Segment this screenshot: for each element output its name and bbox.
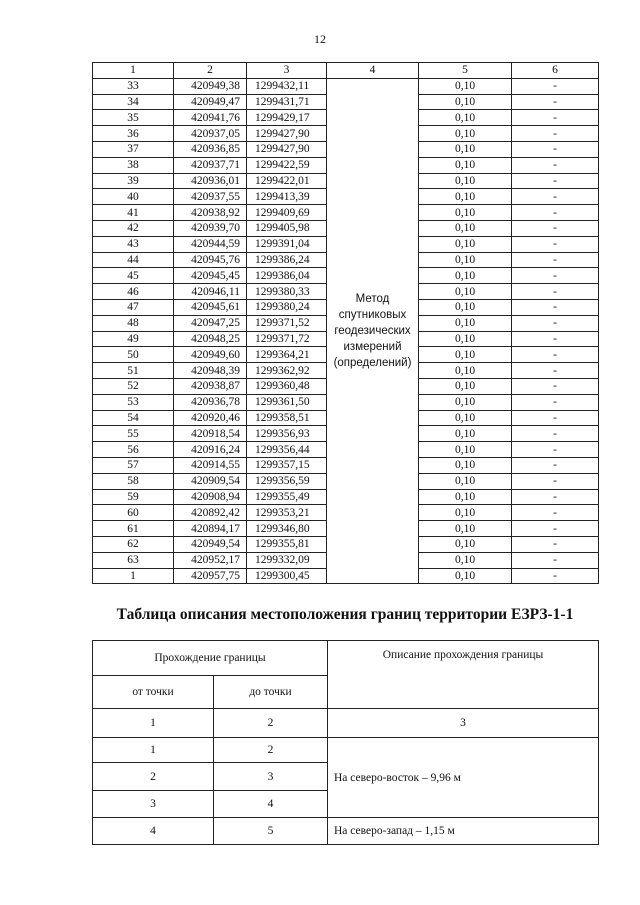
coordinate-y: 1299300,45 (247, 568, 327, 584)
from-point: 3 (93, 791, 214, 818)
coordinate-x: 420937,05 (174, 126, 247, 142)
accuracy-value: 0,10 (419, 205, 512, 221)
note-value: - (512, 378, 599, 394)
point-number: 36 (93, 126, 174, 142)
boundary-table (92, 640, 599, 845)
coordinate-y: 1299391,04 (247, 236, 327, 252)
coordinate-y: 1299409,69 (247, 205, 327, 221)
point-number: 54 (93, 410, 174, 426)
to-point: 4 (214, 791, 328, 818)
note-value: - (512, 489, 599, 505)
col-header-2: 2 (174, 63, 247, 79)
note-value: - (512, 220, 599, 236)
note-value: - (512, 78, 599, 94)
boundary-number-row (93, 709, 599, 738)
num-cell-3: 3 (328, 709, 599, 738)
point-number: 34 (93, 94, 174, 110)
accuracy-value: 0,10 (419, 410, 512, 426)
from-point: 4 (93, 818, 214, 845)
note-value: - (512, 205, 599, 221)
point-number: 41 (93, 205, 174, 221)
accuracy-value: 0,10 (419, 331, 512, 347)
accuracy-value: 0,10 (419, 521, 512, 537)
accuracy-value: 0,10 (419, 236, 512, 252)
note-value: - (512, 110, 599, 126)
note-value: - (512, 394, 599, 410)
coordinate-y: 1299386,24 (247, 252, 327, 268)
point-number: 56 (93, 442, 174, 458)
point-number: 52 (93, 378, 174, 394)
point-number: 35 (93, 110, 174, 126)
col-header-1: 1 (93, 63, 174, 79)
accuracy-value: 0,10 (419, 252, 512, 268)
coordinate-x: 420916,24 (174, 442, 247, 458)
coordinate-x: 420957,75 (174, 568, 247, 584)
coordinate-x: 420948,39 (174, 363, 247, 379)
coordinate-x: 420945,61 (174, 299, 247, 315)
coordinate-y: 1299364,21 (247, 347, 327, 363)
coordinate-y: 1299380,24 (247, 299, 327, 315)
accuracy-value: 0,10 (419, 126, 512, 142)
accuracy-value: 0,10 (419, 505, 512, 521)
coordinate-y: 1299422,59 (247, 157, 327, 173)
page-number: 12 (314, 32, 326, 46)
accuracy-value: 0,10 (419, 347, 512, 363)
coordinate-x: 420952,17 (174, 552, 247, 568)
accuracy-value: 0,10 (419, 173, 512, 189)
point-number: 57 (93, 457, 174, 473)
note-value: - (512, 284, 599, 300)
point-number: 46 (93, 284, 174, 300)
from-point: 1 (93, 738, 214, 763)
note-value: - (512, 442, 599, 458)
accuracy-value: 0,10 (419, 378, 512, 394)
coordinate-x: 420949,47 (174, 94, 247, 110)
coordinate-x: 420908,94 (174, 489, 247, 505)
num-cell-1: 1 (93, 709, 214, 738)
coordinate-y: 1299432,11 (247, 78, 327, 94)
coordinate-y: 1299427,90 (247, 126, 327, 142)
note-value: - (512, 536, 599, 552)
coordinate-x: 420936,01 (174, 173, 247, 189)
accuracy-value: 0,10 (419, 442, 512, 458)
point-number: 33 (93, 78, 174, 94)
boundary-description: На северо-восток – 9,96 м (328, 738, 599, 818)
table-row (93, 738, 599, 763)
coordinate-y: 1299371,52 (247, 315, 327, 331)
description-header: Описание прохождения границы (328, 641, 599, 709)
coordinate-y: 1299360,48 (247, 378, 327, 394)
coordinate-x: 420938,92 (174, 205, 247, 221)
table-row (93, 818, 599, 845)
coordinate-x: 420894,17 (174, 521, 247, 537)
point-number: 61 (93, 521, 174, 537)
coordinate-y: 1299413,39 (247, 189, 327, 205)
note-value: - (512, 347, 599, 363)
note-value: - (512, 268, 599, 284)
accuracy-value: 0,10 (419, 220, 512, 236)
boundary-description: На северо-запад – 1,15 м (328, 818, 599, 845)
point-number: 37 (93, 141, 174, 157)
accuracy-value: 0,10 (419, 457, 512, 473)
coordinate-y: 1299386,04 (247, 268, 327, 284)
coordinates-header-row (93, 63, 599, 79)
note-value: - (512, 410, 599, 426)
accuracy-value: 0,10 (419, 363, 512, 379)
accuracy-value: 0,10 (419, 552, 512, 568)
note-value: - (512, 157, 599, 173)
coordinate-y: 1299371,72 (247, 331, 327, 347)
point-number: 49 (93, 331, 174, 347)
coordinate-y: 1299332,09 (247, 552, 327, 568)
coordinate-y: 1299356,93 (247, 426, 327, 442)
col-header-5: 5 (419, 63, 512, 79)
point-number: 63 (93, 552, 174, 568)
col-header-6: 6 (512, 63, 599, 79)
point-number: 59 (93, 489, 174, 505)
coordinate-y: 1299356,44 (247, 442, 327, 458)
table-row (93, 78, 599, 94)
accuracy-value: 0,10 (419, 157, 512, 173)
coordinates-body (93, 78, 599, 584)
note-value: - (512, 552, 599, 568)
coordinate-y: 1299431,71 (247, 94, 327, 110)
coordinate-x: 420909,54 (174, 473, 247, 489)
note-value: - (512, 521, 599, 537)
coordinate-x: 420918,54 (174, 426, 247, 442)
num-cell-2: 2 (214, 709, 328, 738)
point-number: 38 (93, 157, 174, 173)
coordinate-y: 1299361,50 (247, 394, 327, 410)
note-value: - (512, 141, 599, 157)
note-value: - (512, 315, 599, 331)
point-number: 62 (93, 536, 174, 552)
accuracy-value: 0,10 (419, 94, 512, 110)
note-value: - (512, 189, 599, 205)
coordinate-x: 420941,76 (174, 110, 247, 126)
coordinate-y: 1299357,15 (247, 457, 327, 473)
accuracy-value: 0,10 (419, 426, 512, 442)
accuracy-value: 0,10 (419, 110, 512, 126)
note-value: - (512, 331, 599, 347)
accuracy-value: 0,10 (419, 299, 512, 315)
point-number: 47 (93, 299, 174, 315)
coordinate-x: 420937,55 (174, 189, 247, 205)
coordinate-x: 420945,45 (174, 268, 247, 284)
accuracy-value: 0,10 (419, 141, 512, 157)
note-value: - (512, 126, 599, 142)
point-number: 44 (93, 252, 174, 268)
coordinate-y: 1299380,33 (247, 284, 327, 300)
accuracy-value: 0,10 (419, 568, 512, 584)
note-value: - (512, 236, 599, 252)
coordinate-x: 420948,25 (174, 331, 247, 347)
coordinate-x: 420892,42 (174, 505, 247, 521)
coordinate-x: 420946,11 (174, 284, 247, 300)
coordinate-y: 1299429,17 (247, 110, 327, 126)
boundary-header-row (93, 641, 599, 676)
coordinate-y: 1299362,92 (247, 363, 327, 379)
coordinate-x: 420939,70 (174, 220, 247, 236)
point-number: 39 (93, 173, 174, 189)
from-point: 2 (93, 763, 214, 791)
coordinate-y: 1299353,21 (247, 505, 327, 521)
accuracy-value: 0,10 (419, 268, 512, 284)
point-number: 55 (93, 426, 174, 442)
accuracy-value: 0,10 (419, 489, 512, 505)
note-value: - (512, 173, 599, 189)
note-value: - (512, 94, 599, 110)
point-number: 40 (93, 189, 174, 205)
accuracy-value: 0,10 (419, 315, 512, 331)
note-value: - (512, 505, 599, 521)
accuracy-value: 0,10 (419, 284, 512, 300)
to-point: 3 (214, 763, 328, 791)
coordinate-y: 1299355,49 (247, 489, 327, 505)
coordinate-x: 420949,54 (174, 536, 247, 552)
col-header-3: 3 (247, 63, 327, 79)
boundary-table-title: Таблица описания местоположения границ территории ЕЗРЗ-1-1 (116, 606, 574, 623)
note-value: - (512, 252, 599, 268)
note-value: - (512, 426, 599, 442)
coordinate-y: 1299405,98 (247, 220, 327, 236)
accuracy-value: 0,10 (419, 394, 512, 410)
coordinate-y: 1299358,51 (247, 410, 327, 426)
coordinate-x: 420936,85 (174, 141, 247, 157)
coordinate-x: 420938,87 (174, 378, 247, 394)
point-number: 53 (93, 394, 174, 410)
coordinate-x: 420944,59 (174, 236, 247, 252)
coordinate-y: 1299427,90 (247, 141, 327, 157)
note-value: - (512, 457, 599, 473)
from-point-header: от точки (93, 676, 214, 709)
coordinates-table (92, 62, 599, 584)
point-number: 1 (93, 568, 174, 584)
to-point: 5 (214, 818, 328, 845)
coordinate-x: 420937,71 (174, 157, 247, 173)
coordinate-y: 1299356,59 (247, 473, 327, 489)
method-cell: Метод спутниковых геодезических измерений (определений) (327, 78, 419, 584)
note-value: - (512, 299, 599, 315)
note-value: - (512, 363, 599, 379)
coordinate-x: 420949,38 (174, 78, 247, 94)
note-value: - (512, 473, 599, 489)
coordinate-x: 420945,76 (174, 252, 247, 268)
point-number: 43 (93, 236, 174, 252)
coordinate-x: 420920,46 (174, 410, 247, 426)
point-number: 42 (93, 220, 174, 236)
accuracy-value: 0,10 (419, 473, 512, 489)
coordinate-x: 420947,25 (174, 315, 247, 331)
coordinate-y: 1299346,80 (247, 521, 327, 537)
note-value: - (512, 568, 599, 584)
passage-header: Прохождение границы (93, 641, 328, 676)
to-point: 2 (214, 738, 328, 763)
accuracy-value: 0,10 (419, 189, 512, 205)
point-number: 45 (93, 268, 174, 284)
accuracy-value: 0,10 (419, 536, 512, 552)
coordinate-y: 1299355,81 (247, 536, 327, 552)
coordinate-x: 420936,78 (174, 394, 247, 410)
point-number: 50 (93, 347, 174, 363)
to-point-header: до точки (214, 676, 328, 709)
coordinate-y: 1299422,01 (247, 173, 327, 189)
col-header-4: 4 (327, 63, 419, 79)
point-number: 58 (93, 473, 174, 489)
coordinate-x: 420914,55 (174, 457, 247, 473)
point-number: 60 (93, 505, 174, 521)
point-number: 48 (93, 315, 174, 331)
coordinate-x: 420949,60 (174, 347, 247, 363)
accuracy-value: 0,10 (419, 78, 512, 94)
point-number: 51 (93, 363, 174, 379)
